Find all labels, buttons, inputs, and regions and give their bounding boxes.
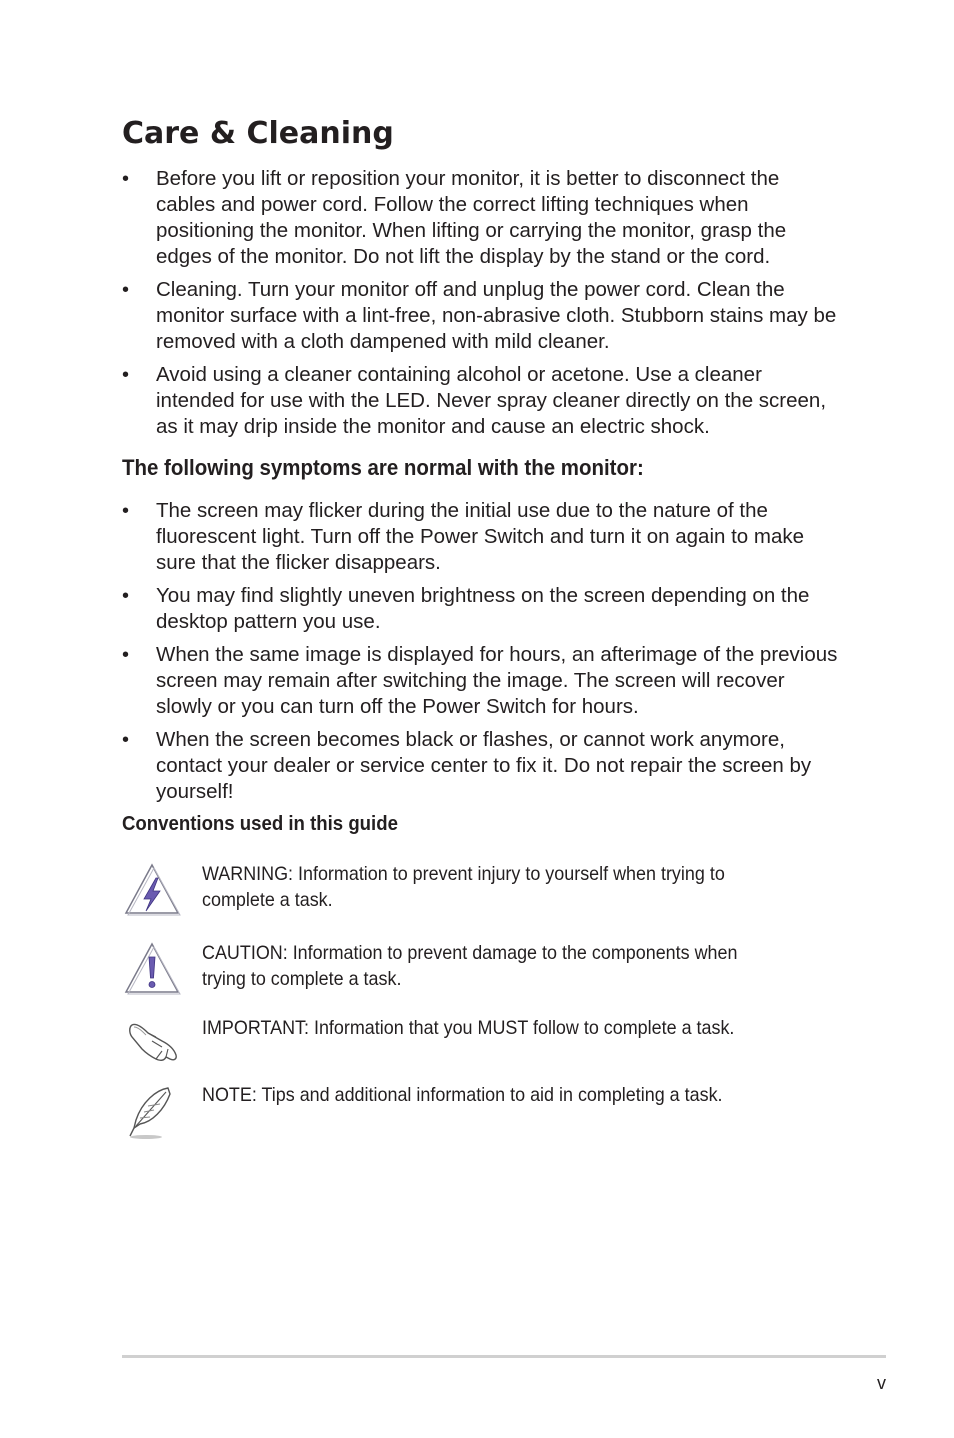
bullet: • [122,729,130,751]
symptoms-heading: The following symptoms are normal with the monitor: [122,455,644,480]
bullet: • [122,279,130,301]
important-hand-icon [122,1015,182,1075]
bullet: • [122,500,130,522]
conventions-heading: Conventions used in this guide [122,813,398,835]
page-number: v [877,1373,886,1393]
page-title: Care & Cleaning [122,116,394,151]
bullet: • [122,168,130,190]
bullet: • [122,644,130,666]
list-item-text: Before you lift or reposition your monitor, it is better to disconnect the cables and power cord. Follow the correct lifting techniques when positioning the monitor. When lifting or carrying the monitor, grasp the edges of the monitor. Do not lift the display by the stand or the cord. [156,167,787,268]
caution-exclamation-icon [122,940,182,1000]
footer-divider [122,1355,886,1358]
list-item-text: Cleaning. Turn your monitor off and unplug the power cord. Clean the monitor surface with a lint-free, non-abrasive cloth. Stubborn stains may be removed with a cloth dampened with mild cleaner. [156,278,837,353]
list-item [122,498,842,576]
list-item [122,277,842,355]
care-list [122,166,842,447]
bullet: • [122,364,130,386]
list-item [122,642,842,720]
list-item [122,166,842,270]
list-item [122,583,842,635]
list-item [122,727,842,805]
list-item-text: You may find slightly uneven brightness on the screen depending on the desktop pattern you use. [156,584,810,633]
list-item-text: When the same image is displayed for hours, an afterimage of the previous screen may remain after switching the image. The screen will recover slowly or you can turn off the Power Switch for hours. [156,643,838,718]
list-item-text: The screen may flicker during the initial use due to the nature of the fluorescent light. Turn off the Power Switch and turn it on again to make sure that the flicker disappears. [156,499,805,574]
list-item [122,362,842,440]
warning-text: WARNING: Information to prevent injury to yourself when trying to complete a task. [202,863,725,911]
list-item-text: When the screen becomes black or flashes, or cannot work anymore, contact your dealer or service center to fix it. Do not repair the screen by yourself! [156,728,812,803]
list-item-text: Avoid using a cleaner containing alcohol or acetone. Use a cleaner intended for use with the LED. Never spray cleaner directly on the screen, as it may drip inside the monitor and cause an electric shock. [156,363,827,438]
warning-lightning-icon [122,861,182,921]
caution-text: CAUTION: Information to prevent damage to the components when trying to complete a task. [202,942,738,990]
note-text: NOTE: Tips and additional information to aid in completing a task. [202,1084,723,1106]
symptoms-list [122,498,842,812]
note-feather-icon [122,1082,182,1142]
bullet: • [122,585,130,607]
important-text: IMPORTANT: Information that you MUST follow to complete a task. [202,1017,735,1039]
